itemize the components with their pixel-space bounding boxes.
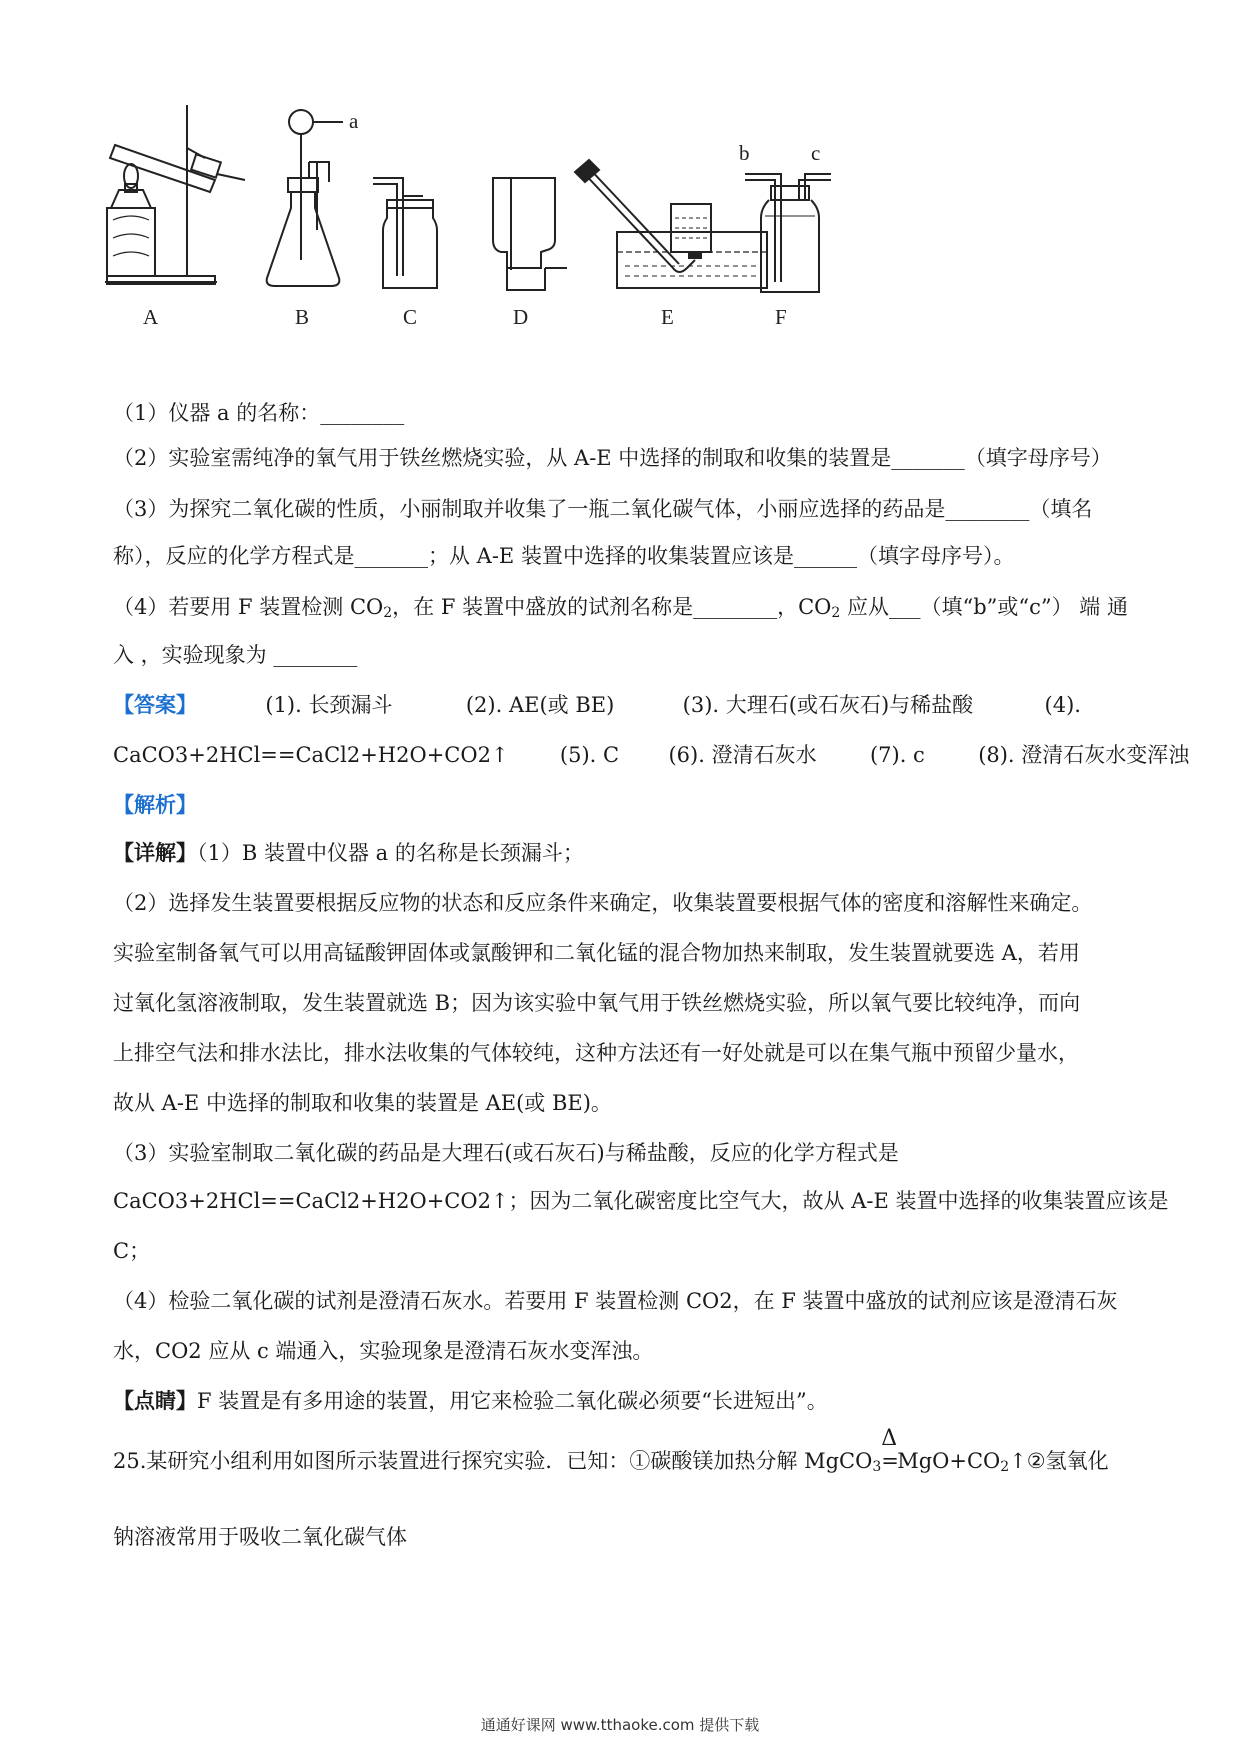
answer-item-6: (6). 澄清石灰水 <box>668 743 817 767</box>
detail-2-line-2: 实验室制备氧气可以用高锰酸钾固体或氯酸钾和二氧化锰的混合物加热来制取，发生装置就要选 A，若用 <box>113 941 1080 965</box>
question-4-line-1 <box>113 592 1133 628</box>
answer-line-1 <box>113 690 1133 720</box>
question-25-line-1 <box>113 1426 1133 1482</box>
detail-3-line-1: （3）实验室制取二氧化碳的药品是大理石(或石灰石)与稀盐酸，反应的化学方程式是 <box>113 1141 899 1165</box>
question-1: （1）仪器 a 的名称：________ <box>113 401 405 425</box>
answer-item-2: (2). AE(或 BE) <box>465 693 615 717</box>
apparatus-c <box>373 178 437 288</box>
detail-2-line-4: 上排空气法和排水法比，排水法收集的气体较纯，这种方法还有一好处就是可以在集气瓶中预留少量水， <box>113 1041 1079 1065</box>
label-part-c: c <box>811 141 821 165</box>
q25-part-1: 25.某研究小组利用如图所示装置进行探究实验．已知：①碳酸镁加热分解 MgCO <box>113 1449 873 1473</box>
answer-item-7: (7). c <box>869 743 925 767</box>
q25-part-3: ↑②氢氧化 <box>1009 1449 1109 1473</box>
apparatus-e <box>575 160 767 288</box>
q25-sub-2: 2 <box>1000 1459 1010 1475</box>
answer-item-1: (1). 长颈漏斗 <box>265 693 393 717</box>
label-b: B <box>295 305 310 329</box>
answer-item-4: (4). <box>1044 693 1081 717</box>
label-part-b: b <box>739 141 750 165</box>
label-part-a: a <box>349 109 359 133</box>
answer-equation: CaCO3+2HCl==CaCl2+H2O+CO2↑ <box>113 743 509 767</box>
answer-tag: 【答案】 <box>113 692 197 717</box>
detail-3-line-3: C； <box>113 1239 151 1263</box>
detail-2-line-3: 过氧化氢溶液制取，发生装置就选 B；因为该实验中氧气用于铁丝燃烧实验，所以氧气要比较纯净，而向 <box>113 991 1081 1015</box>
tip-text: F 装置是有多用途的装置，用它来检验二氧化碳必须要“长进短出”。 <box>197 1389 828 1413</box>
question-4-line-2: 入 ，实验现象为 ________ <box>113 643 358 667</box>
tip-line <box>113 1386 1133 1416</box>
detail-line-1 <box>113 838 1133 868</box>
answer-item-3: (3). 大理石(或石灰石)与稀盐酸 <box>682 693 974 717</box>
q4-sub-1: 2 <box>383 605 393 621</box>
question-3-line-1: （3）为探究二氧化碳的性质，小丽制取并收集了一瓶二氧化碳气体，小丽应选择的药品是________（填名 <box>113 497 1093 521</box>
heat-equals-sign: Δ = <box>881 1426 899 1473</box>
label-c: C <box>403 305 418 329</box>
apparatus-a <box>105 105 245 284</box>
q4-part-1: （4）若要用 F 装置检测 CO <box>113 595 384 619</box>
detail-1: （1）B 装置中仪器 a 的名称是长颈漏斗； <box>197 841 584 865</box>
analysis-heading <box>113 790 1133 820</box>
apparatus-d <box>493 178 567 290</box>
detail-2-line-5: 故从 A-E 中选择的制取和收集的装置是 AE(或 BE)。 <box>113 1091 612 1115</box>
q4-sub-2: 2 <box>831 605 841 621</box>
delta-symbol: Δ <box>881 1426 898 1451</box>
detail-4-line-2: 水，CO2 应从 c 端通入，实验现象是澄清石灰水变浑浊。 <box>113 1339 654 1363</box>
detail-tag: 【详解】 <box>113 840 197 865</box>
detail-4-line-1: （4）检验二氧化碳的试剂是澄清石灰水。若要用 F 装置检测 CO2，在 F 装置中盛放的试剂应该是澄清石灰 <box>113 1289 1118 1313</box>
q4-part-3: 应从___（填“b”或“c”） 端 通 <box>840 595 1128 619</box>
q4-part-2: ，在 F 装置中盛放的试剂名称是________，CO <box>392 595 832 619</box>
label-f: F <box>775 305 787 329</box>
page-footer: 通通好课网 www.tthaoke.com 提供下载 <box>480 1716 760 1734</box>
detail-2-line-1: （2）选择发生装置要根据反应物的状态和反应条件来确定，收集装置要根据气体的密度和溶解性来确定。 <box>113 891 1093 915</box>
apparatus-figure <box>105 100 945 380</box>
label-e: E <box>661 305 674 329</box>
answer-item-8: (8). 澄清石灰水变浑浊 <box>978 743 1190 767</box>
detail-3-line-2: CaCO3+2HCl==CaCl2+H2O+CO2↑；因为二氧化碳密度比空气大，故从 A-E 装置中选择的收集装置应该是 <box>113 1189 1169 1213</box>
answer-line-2 <box>113 740 1190 770</box>
label-a: A <box>143 305 159 329</box>
question-25-line-2: 钠溶液常用于吸收二氧化碳气体 <box>113 1525 407 1549</box>
label-d: D <box>513 305 529 329</box>
q25-sub-1: 3 <box>872 1459 882 1475</box>
analysis-tag: 【解析】 <box>113 792 197 817</box>
apparatus-b <box>267 110 343 286</box>
answer-item-5: (5). C <box>559 743 620 767</box>
q25-part-2: MgO+CO <box>897 1449 1001 1473</box>
question-2: （2）实验室需纯净的氧气用于铁丝燃烧实验，从 A-E 中选择的制取和收集的装置是_______（填字母序号） <box>113 446 1112 470</box>
tip-tag: 【点睛】 <box>113 1388 197 1413</box>
question-3-line-2: 称），反应的化学方程式是_______；从 A-E 装置中选择的收集装置应该是______（填字母序号）。 <box>113 544 1015 568</box>
